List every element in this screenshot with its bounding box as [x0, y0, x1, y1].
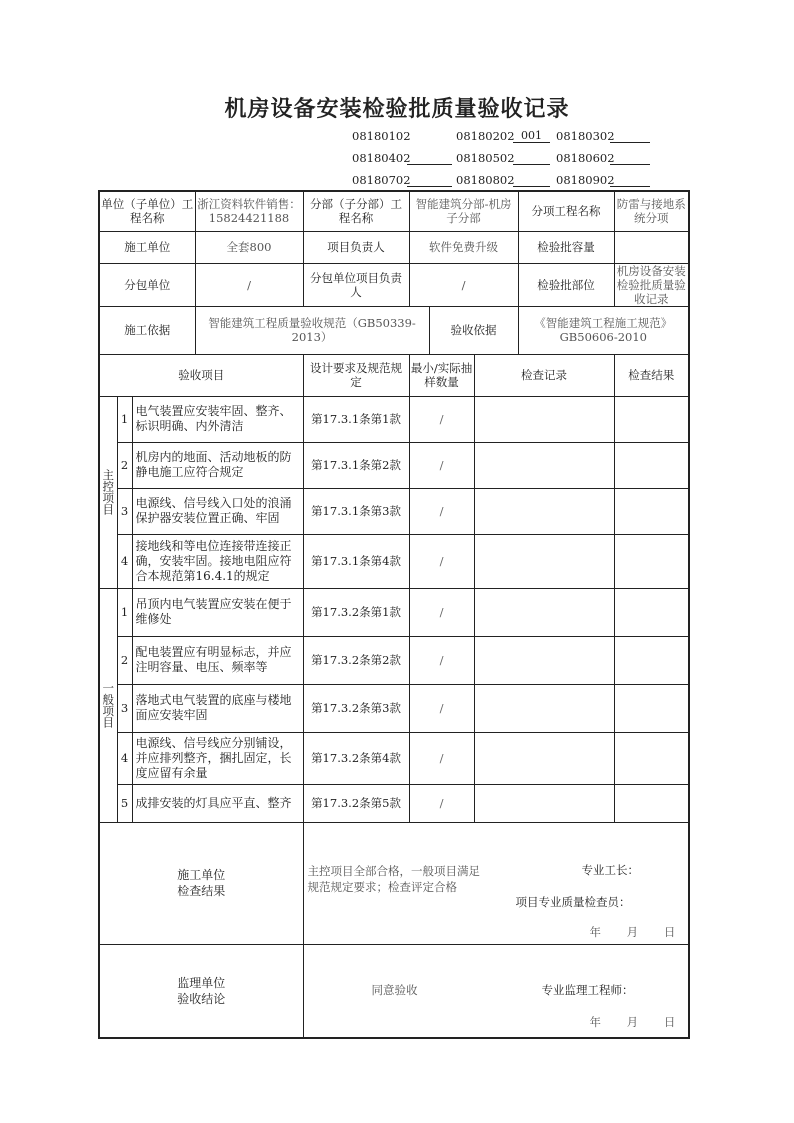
item-result[interactable]	[614, 534, 689, 588]
capacity-label: 检验批容量	[518, 231, 614, 263]
item-no: 2	[117, 636, 132, 684]
item-no: 4	[117, 732, 132, 784]
capacity-value[interactable]	[614, 231, 689, 263]
contractor-check-label	[99, 822, 303, 944]
contractor-check-cell[interactable]	[303, 822, 689, 944]
pm-label: 项目负责人	[303, 231, 409, 263]
sub-label: 分包单位	[99, 263, 195, 306]
page-title: 机房设备安装检验批质量验收记录	[224, 96, 570, 122]
item-result[interactable]	[614, 636, 689, 684]
table-row	[99, 784, 689, 822]
item-text: 落地式电气装置的底座与楼地面应安装牢固	[132, 684, 303, 732]
code-08180502-field[interactable]	[513, 152, 550, 165]
contractor-label: 施工单位	[99, 231, 195, 263]
item-record[interactable]	[474, 784, 614, 822]
item-text: 机房内的地面、活动地板的防静电施工应符合规定	[132, 442, 303, 488]
table-row	[99, 534, 689, 588]
item-spec: 第17.3.2条第3款	[303, 684, 409, 732]
supervisor-check-label-text: 监理单位验收结论	[177, 975, 226, 1006]
item-text: 电气装置应安装牢固、整齐、标识明确、内外清洁	[132, 396, 303, 442]
item-spec: 第17.3.1条第3款	[303, 488, 409, 534]
item-result[interactable]	[614, 684, 689, 732]
item-record[interactable]	[474, 684, 614, 732]
item-sample[interactable]: /	[409, 684, 474, 732]
item-text: 电源线、信号线入口处的浪涌保护器安装位置正确、牢固	[132, 488, 303, 534]
sub-value[interactable]: /	[195, 263, 303, 306]
item-no: 1	[117, 396, 132, 442]
contractor-value[interactable]: 全套800	[195, 231, 303, 263]
item-record[interactable]	[474, 732, 614, 784]
basis-label: 施工依据	[99, 306, 195, 354]
sub-pm-value[interactable]: /	[409, 263, 518, 306]
item-result[interactable]	[614, 784, 689, 822]
subitem-label: 分项工程名称	[518, 191, 614, 231]
col-record: 检查记录	[474, 354, 614, 396]
item-sample[interactable]: /	[409, 442, 474, 488]
item-sample[interactable]: /	[409, 636, 474, 684]
table-row	[99, 684, 689, 732]
code-08180902-field[interactable]	[610, 174, 650, 187]
general-group-label: 一般项目	[99, 588, 117, 822]
supervisor-check-cell[interactable]	[303, 944, 689, 1038]
inspector-label: 项目专业质量检查员：	[515, 894, 631, 909]
item-result[interactable]	[614, 396, 689, 442]
division-value[interactable]: 智能建筑分部-机房子分部	[409, 191, 518, 231]
item-sample[interactable]: /	[409, 534, 474, 588]
table-row	[99, 442, 689, 488]
item-record[interactable]	[474, 534, 614, 588]
foreman-label: 专业工长：	[581, 862, 640, 877]
item-record[interactable]	[474, 488, 614, 534]
accept-basis-value[interactable]: 《智能建筑工程施工规范》GB50606-2010	[518, 306, 689, 354]
item-no: 4	[117, 534, 132, 588]
code-08180802: 08180802	[456, 173, 515, 187]
table-row	[99, 396, 689, 442]
item-text: 配电装置应有明显标志，并应注明容量、电压、频率等	[132, 636, 303, 684]
contractor-check-label-text: 施工单位检查结果	[177, 868, 226, 898]
table-row	[99, 588, 689, 636]
table-row	[99, 636, 689, 684]
item-sample[interactable]: /	[409, 732, 474, 784]
item-text: 成排安装的灯具应平直、整齐	[132, 784, 303, 822]
batch-part-label: 检验批部位	[518, 263, 614, 306]
code-08180102: 08180102	[352, 129, 411, 143]
code-08180602: 08180602	[556, 151, 615, 165]
item-sample[interactable]: /	[409, 588, 474, 636]
item-record[interactable]	[474, 442, 614, 488]
item-spec: 第17.3.1条第2款	[303, 442, 409, 488]
main-group-label: 主控项目	[99, 396, 117, 588]
item-sample[interactable]: /	[409, 488, 474, 534]
item-spec: 第17.3.2条第5款	[303, 784, 409, 822]
item-record[interactable]	[474, 588, 614, 636]
subitem-value[interactable]: 防雷与接地系统分项	[614, 191, 689, 231]
item-result[interactable]	[614, 732, 689, 784]
pm-value[interactable]: 软件免费升级	[409, 231, 518, 263]
item-record[interactable]	[474, 396, 614, 442]
item-sample[interactable]: /	[409, 396, 474, 442]
item-result[interactable]	[614, 588, 689, 636]
sub-pm-label: 分包单位项目负责人	[303, 263, 409, 306]
item-no: 2	[117, 442, 132, 488]
engineer-label: 专业监理工程师：	[541, 982, 634, 997]
table-row	[99, 488, 689, 534]
code-08180802-field[interactable]	[513, 174, 550, 187]
code-08180402: 08180402	[352, 151, 411, 165]
basis-value[interactable]: 智能建筑工程质量验收规范（GB50339-2013）	[195, 306, 429, 354]
batch-part-value[interactable]: 机房设备安装检验批质量验收记录	[614, 263, 689, 306]
unit-value[interactable]: 浙江资料软件销售：15824421188	[195, 191, 303, 231]
col-result: 检查结果	[614, 354, 689, 396]
code-08180902: 08180902	[556, 173, 615, 187]
item-spec: 第17.3.1条第1款	[303, 396, 409, 442]
col-item: 验收项目	[99, 354, 303, 396]
table-row	[99, 732, 689, 784]
code-08180302-field[interactable]	[610, 130, 650, 143]
item-no: 1	[117, 588, 132, 636]
supervisor-date: 年 月 日	[589, 1014, 687, 1029]
item-no: 5	[117, 784, 132, 822]
unit-label: 单位（子单位）工程名称	[99, 191, 195, 231]
supervisor-check-label	[99, 944, 303, 1038]
accept-basis-label: 验收依据	[429, 306, 518, 354]
inspection-table	[98, 190, 690, 1039]
code-08180202: 08180202	[456, 129, 515, 143]
item-result[interactable]	[614, 442, 689, 488]
item-spec: 第17.3.2条第4款	[303, 732, 409, 784]
code-08180702: 08180702	[352, 173, 411, 187]
code-08180302: 08180302	[556, 129, 615, 143]
item-record[interactable]	[474, 636, 614, 684]
item-spec: 第17.3.1条第4款	[303, 534, 409, 588]
col-design: 设计要求及规范规定	[303, 354, 409, 396]
code-08180502: 08180502	[456, 151, 515, 165]
supervisor-check-text: 同意验收	[371, 982, 418, 997]
item-spec: 第17.3.2条第1款	[303, 588, 409, 636]
code-08180602-field[interactable]	[610, 152, 650, 165]
item-text: 电源线、信号线应分别铺设，并应排列整齐，捆扎固定，长度应留有余量	[132, 732, 303, 784]
item-spec: 第17.3.2条第2款	[303, 636, 409, 684]
col-sample: 最小/实际抽样数量	[409, 354, 474, 396]
contractor-date: 年 月 日	[589, 924, 687, 939]
item-result[interactable]	[614, 488, 689, 534]
item-text: 接地线和等电位连接带连接正确，安装牢固。接地电阻应符合本规范第16.4.1的规定	[132, 534, 303, 588]
item-sample[interactable]: /	[409, 784, 474, 822]
code-08180402-field[interactable]	[407, 152, 452, 165]
item-no: 3	[117, 488, 132, 534]
code-08180702-field[interactable]	[407, 174, 452, 187]
contractor-check-text: 主控项目全部合格，一般项目满足规范规定要求；检查评定合格	[307, 863, 481, 894]
code-08180202-field[interactable]: 001	[513, 130, 550, 143]
division-label: 分部（子分部）工程名称	[303, 191, 409, 231]
item-no: 3	[117, 684, 132, 732]
item-text: 吊顶内电气装置应安装在便于维修处	[132, 588, 303, 636]
